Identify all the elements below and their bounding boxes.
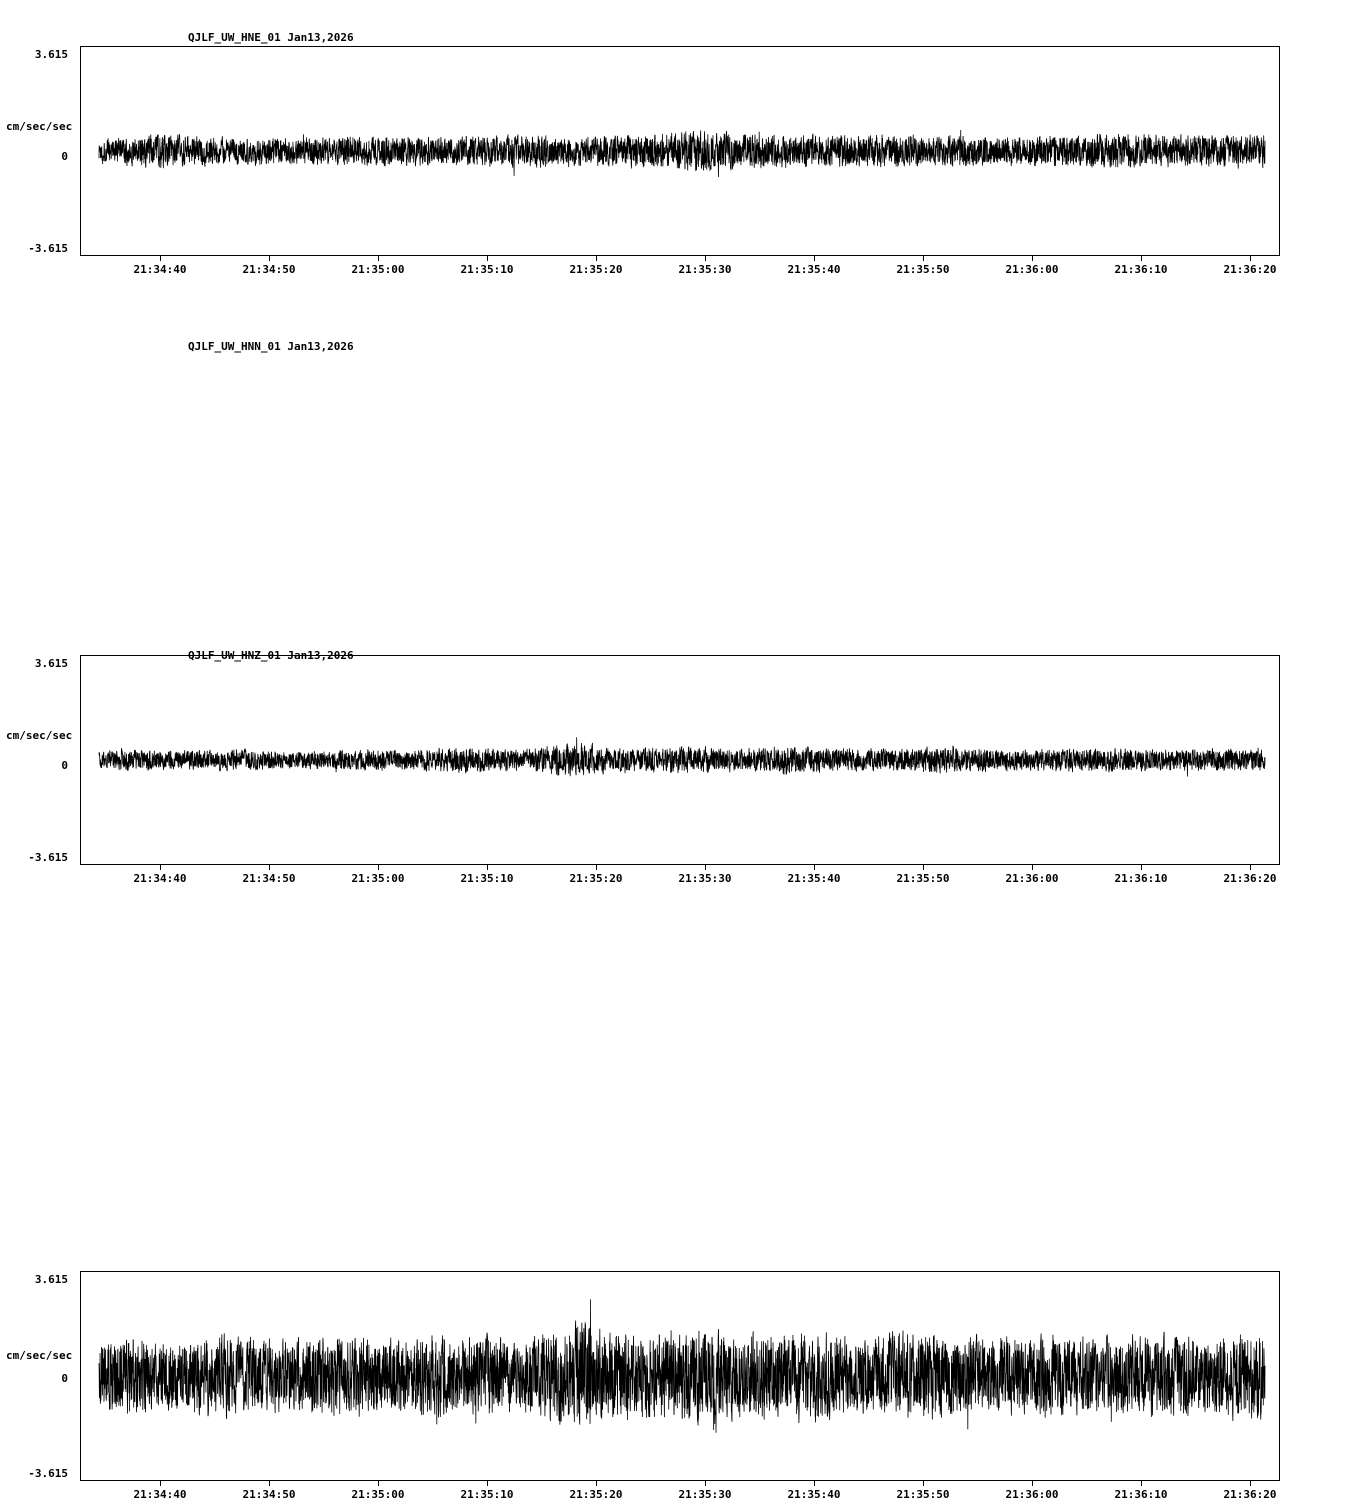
x-tick-7-hnz: 21:35:50 xyxy=(896,1488,950,1501)
waveform-hnz xyxy=(81,1272,1279,1480)
y-tick-mid-hnn: 0 xyxy=(61,759,68,772)
x-tick-10-hnn: 21:36:20 xyxy=(1223,872,1277,885)
x-tick-3-hnz: 21:35:10 xyxy=(460,1488,514,1501)
seismogram-panel-hnz xyxy=(0,612,1358,1501)
trace-title-hne: QJLF_UW_HNE_01 Jan13,2026 xyxy=(188,31,354,44)
x-tick-5-hne: 21:35:30 xyxy=(678,263,732,276)
y-axis-units-hnn: cm/sec/sec xyxy=(6,729,73,742)
x-tick-6-hnz: 21:35:40 xyxy=(787,1488,841,1501)
y-tick-bottom-hnn: -3.615 xyxy=(28,851,68,864)
y-axis-units-hnz: cm/sec/sec xyxy=(6,1349,73,1362)
x-tick-9-hnn: 21:36:10 xyxy=(1114,872,1168,885)
y-tick-bottom-hnz: -3.615 xyxy=(28,1467,68,1480)
y-tick-mid-hnz: 0 xyxy=(61,1372,68,1385)
y-tick-bottom-hne: -3.615 xyxy=(28,242,68,255)
x-tick-6-hnn: 21:35:40 xyxy=(787,872,841,885)
x-tick-2-hnz: 21:35:00 xyxy=(351,1488,405,1501)
seismogram-panel-hne xyxy=(0,0,1358,300)
x-tick-4-hnz: 21:35:20 xyxy=(569,1488,623,1501)
y-tick-top-hnn: 3.615 xyxy=(34,657,68,670)
y-tick-top-hnz: 3.615 xyxy=(34,1273,68,1286)
trace-title-hnz: QJLF_UW_HNZ_01 Jan13,2026 xyxy=(188,649,354,662)
x-tick-9-hne: 21:36:10 xyxy=(1114,263,1168,276)
x-tick-10-hne: 21:36:20 xyxy=(1223,263,1277,276)
x-tick-5-hnz: 21:35:30 xyxy=(678,1488,732,1501)
x-tick-0-hnn: 21:34:40 xyxy=(133,872,187,885)
y-tick-top-hne: 3.615 xyxy=(34,48,68,61)
x-tick-1-hne: 21:34:50 xyxy=(242,263,296,276)
plot-area-hne[interactable] xyxy=(80,46,1280,256)
x-tick-0-hne: 21:34:40 xyxy=(133,263,187,276)
x-tick-8-hne: 21:36:00 xyxy=(1005,263,1059,276)
x-tick-8-hnn: 21:36:00 xyxy=(1005,872,1059,885)
plot-area-hnz[interactable] xyxy=(80,1271,1280,1481)
y-axis-units-hne: cm/sec/sec xyxy=(6,120,73,133)
y-tick-mid-hne: 0 xyxy=(61,150,68,163)
x-tick-1-hnn: 21:34:50 xyxy=(242,872,296,885)
x-tick-4-hnn: 21:35:20 xyxy=(569,872,623,885)
x-tick-2-hnn: 21:35:00 xyxy=(351,872,405,885)
x-tick-4-hne: 21:35:20 xyxy=(569,263,623,276)
x-tick-7-hne: 21:35:50 xyxy=(896,263,950,276)
x-tick-8-hnz: 21:36:00 xyxy=(1005,1488,1059,1501)
x-tick-7-hnn: 21:35:50 xyxy=(896,872,950,885)
x-tick-3-hne: 21:35:10 xyxy=(460,263,514,276)
x-tick-1-hnz: 21:34:50 xyxy=(242,1488,296,1501)
x-tick-5-hnn: 21:35:30 xyxy=(678,872,732,885)
trace-title-hnn: QJLF_UW_HNN_01 Jan13,2026 xyxy=(188,340,354,353)
x-tick-10-hnz: 21:36:20 xyxy=(1223,1488,1277,1501)
x-tick-6-hne: 21:35:40 xyxy=(787,263,841,276)
waveform-hne xyxy=(81,47,1279,255)
x-tick-0-hnz: 21:34:40 xyxy=(133,1488,187,1501)
x-tick-2-hne: 21:35:00 xyxy=(351,263,405,276)
x-tick-9-hnz: 21:36:10 xyxy=(1114,1488,1168,1501)
x-tick-3-hnn: 21:35:10 xyxy=(460,872,514,885)
